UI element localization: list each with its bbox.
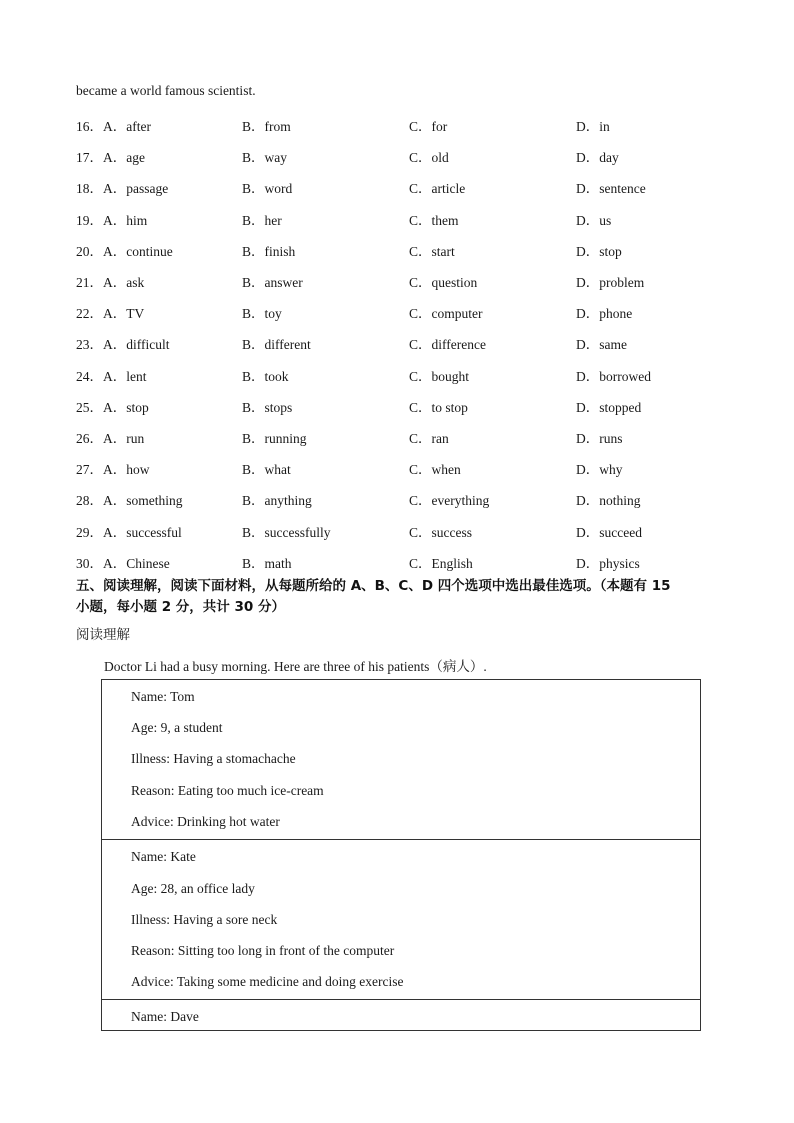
section-heading-line-1: 五、阅读理解，阅读下面材料，从每题所给的 A、B、C、D 四个选项中选出最佳选项。（本题有 15 [76, 578, 671, 594]
question-number: 18． [76, 181, 103, 196]
option-a-text: A．him [103, 213, 148, 228]
option-a [76, 552, 170, 572]
option-a-text: A．ask [103, 275, 145, 290]
option-b: B．running [242, 431, 307, 446]
question-number: 28． [76, 493, 103, 508]
question-row [76, 365, 756, 385]
patient-advice: Advice: Taking some medicine and doing exercise [131, 974, 404, 989]
question-number: 24． [76, 369, 103, 384]
option-b: B．her [242, 213, 282, 228]
option-c: C．difference [409, 337, 486, 352]
question-row [76, 302, 756, 322]
patient-age: Age: 28, an office lady [131, 881, 255, 896]
option-a-text: A．passage [103, 181, 169, 196]
option-d: D．in [576, 119, 610, 134]
patient-illness: Illness: Having a sore neck [131, 912, 278, 927]
option-a [76, 489, 183, 509]
option-b: B．math [242, 556, 292, 571]
option-a [76, 271, 144, 291]
patients-table [101, 679, 701, 1031]
option-c: C．old [409, 150, 449, 165]
patient-age: Age: 9, a student [131, 720, 223, 735]
option-a-text: A．age [103, 150, 145, 165]
patient-card-kate [102, 839, 700, 999]
patient-reason: Reason: Eating too much ice-cream [131, 783, 324, 798]
question-number: 25． [76, 400, 103, 415]
question-number: 20． [76, 244, 103, 259]
patient-reason: Reason: Sitting too long in front of the computer [131, 943, 395, 958]
option-b: B．successfully [242, 525, 331, 540]
option-a [76, 365, 147, 385]
option-c: C．start [409, 244, 455, 259]
patient-illness: Illness: Having a stomachache [131, 751, 296, 766]
option-a [76, 115, 151, 135]
option-c: C．bought [409, 369, 470, 384]
option-a [76, 302, 144, 322]
option-b: B．anything [242, 493, 312, 508]
patient-name: Name: Dave [131, 1009, 199, 1024]
option-a [76, 427, 144, 447]
patient-card-dave [102, 999, 700, 1032]
question-row [76, 240, 756, 260]
passage-intro: Doctor Li had a busy morning. Here are three of his patients（病人）. [104, 659, 487, 674]
option-d: D．phone [576, 306, 633, 321]
question-number: 19． [76, 213, 103, 228]
option-d: D．day [576, 150, 619, 165]
option-a-text: A．how [103, 462, 150, 477]
option-b: B．took [242, 369, 289, 384]
option-d: D．physics [576, 556, 640, 571]
option-c: C．question [409, 275, 478, 290]
option-a [76, 396, 149, 416]
option-d: D．why [576, 462, 623, 477]
option-c: C．success [409, 525, 472, 540]
option-a-text: A．Chinese [103, 556, 170, 571]
question-row [76, 115, 756, 135]
option-b: B．toy [242, 306, 282, 321]
option-d: D．sentence [576, 181, 646, 196]
option-b: B．word [242, 181, 293, 196]
option-c: C．everything [409, 493, 490, 508]
option-b: B．what [242, 462, 291, 477]
option-a [76, 240, 173, 260]
section-heading [76, 576, 756, 618]
question-row [76, 458, 756, 478]
option-a-text: A．run [103, 431, 145, 446]
question-row [76, 552, 756, 572]
patient-name: Name: Tom [131, 689, 195, 704]
option-a [76, 177, 168, 197]
option-c: C．English [409, 556, 473, 571]
question-row [76, 396, 756, 416]
option-d: D．stopped [576, 400, 642, 415]
option-c: C．article [409, 181, 466, 196]
option-a-text: A．successful [103, 525, 182, 540]
question-number: 30． [76, 556, 103, 571]
question-number: 17． [76, 150, 103, 165]
question-row [76, 209, 756, 229]
option-a [76, 521, 182, 541]
option-a-text: A．after [103, 119, 151, 134]
question-number: 26． [76, 431, 103, 446]
option-b: B．stops [242, 400, 293, 415]
question-number: 29． [76, 525, 103, 540]
question-row [76, 333, 756, 353]
question-row [76, 177, 756, 197]
option-b: B．answer [242, 275, 303, 290]
option-a-text: A．stop [103, 400, 149, 415]
option-c: C．them [409, 213, 459, 228]
option-d: D．us [576, 213, 612, 228]
option-b: B．way [242, 150, 287, 165]
section-heading-line-2: 小题，每小题 2 分，共计 30 分） [76, 599, 285, 615]
option-d: D．runs [576, 431, 623, 446]
option-a-text: A．difficult [103, 337, 170, 352]
option-b: B．finish [242, 244, 296, 259]
question-row [76, 489, 756, 509]
option-c: C．ran [409, 431, 449, 446]
patient-advice: Advice: Drinking hot water [131, 814, 280, 829]
option-a [76, 333, 170, 353]
continuation-text: became a world famous scientist. [76, 83, 256, 98]
option-d: D．stop [576, 244, 622, 259]
question-row [76, 521, 756, 541]
question-row [76, 146, 756, 166]
option-a [76, 146, 145, 166]
option-a-text: A．continue [103, 244, 173, 259]
option-d: D．succeed [576, 525, 642, 540]
question-number: 16． [76, 119, 103, 134]
option-d: D．same [576, 337, 627, 352]
option-b: B．from [242, 119, 291, 134]
question-number: 27． [76, 462, 103, 477]
option-c: C．for [409, 119, 448, 134]
option-d: D．nothing [576, 493, 641, 508]
patient-name: Name: Kate [131, 849, 196, 864]
option-a [76, 458, 150, 478]
option-c: C．computer [409, 306, 483, 321]
option-d: D．problem [576, 275, 645, 290]
option-a-text: A．TV [103, 306, 145, 321]
reading-subheading: 阅读理解 [76, 627, 130, 643]
patient-card-tom [102, 680, 700, 839]
question-number: 23． [76, 337, 103, 352]
option-c: C．to stop [409, 400, 468, 415]
option-c: C．when [409, 462, 461, 477]
option-a [76, 209, 147, 229]
option-a-text: A．something [103, 493, 183, 508]
option-a-text: A．lent [103, 369, 147, 384]
question-number: 21． [76, 275, 103, 290]
question-row [76, 427, 756, 447]
option-b: B．different [242, 337, 311, 352]
option-d: D．borrowed [576, 369, 651, 384]
question-row [76, 271, 756, 291]
question-number: 22． [76, 306, 103, 321]
